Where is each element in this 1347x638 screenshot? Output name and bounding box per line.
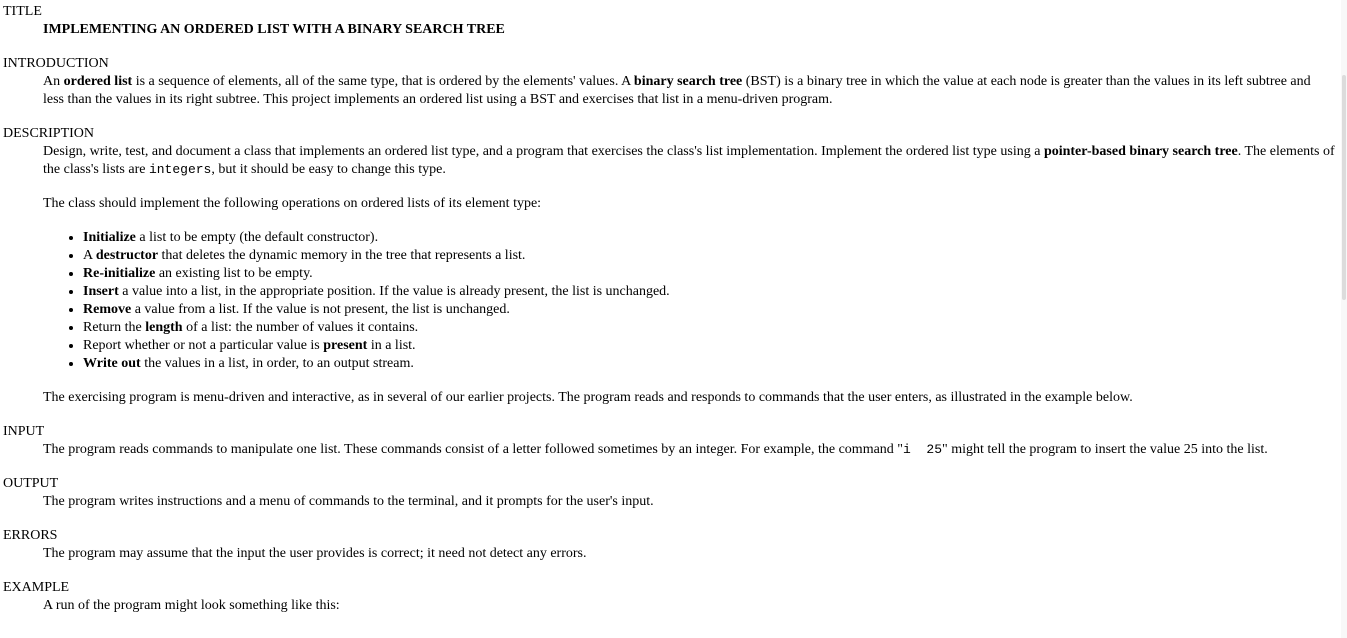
section-body-input	[43, 441, 1335, 459]
text-run: in a list.	[367, 338, 416, 353]
operation-term: Remove	[83, 302, 132, 317]
text-run: an existing list to be empty.	[155, 266, 313, 281]
code-integers: integers	[148, 162, 212, 177]
section-body-errors	[43, 545, 1335, 563]
operation-item-write-out	[83, 355, 1335, 373]
vertical-scrollbar[interactable]	[1341, 0, 1347, 638]
text-run: a value from a list. If the value is not present, the list is unchanged.	[131, 302, 510, 317]
text-run: , but it should be easy to change this type.	[211, 162, 446, 177]
operation-item-insert	[83, 283, 1335, 301]
section-heading-errors: ERRORS	[3, 528, 58, 543]
text-run: Report whether or not a particular value is	[83, 338, 324, 353]
term-binary-search-tree: binary search tree	[633, 74, 743, 89]
term-ordered-list: ordered list	[63, 74, 133, 89]
section-body-output	[43, 493, 1335, 511]
text-run: (BST) is a binary tree in which the value at each node is greater than the values in its left subtree and less than the values in its right subtree. This project implements an ordered list using a BST and exercises that list in a menu-driven program.	[43, 74, 1311, 107]
section-heading-title: TITLE	[3, 4, 42, 19]
description-paragraph-1	[43, 143, 1335, 179]
text-run: the values in a list, in order, to an output stream.	[140, 356, 414, 371]
section-body-title	[43, 21, 1335, 39]
text-run: a value into a list, in the appropriate position. If the value is already present, the list is unchanged.	[118, 284, 670, 299]
operations-list	[43, 229, 1335, 373]
term-pointer-based-bst: pointer-based binary search tree	[1043, 144, 1238, 159]
text-run: An	[43, 74, 64, 89]
text-run: of a list: the number of values it contains.	[182, 320, 419, 335]
text-run: A	[83, 248, 96, 263]
section-heading-introduction: INTRODUCTION	[3, 56, 109, 71]
operation-term: destructor	[95, 248, 159, 263]
document-title: IMPLEMENTING AN ORDERED LIST WITH A BINARY SEARCH TREE	[43, 22, 505, 37]
introduction-paragraph	[43, 73, 1335, 109]
text-run: Return the	[83, 320, 146, 335]
text-run: Design, write, test, and document a class that implements an ordered list type, and a program that exercises the class's list implementation. Implement the ordered list type using a	[43, 144, 1044, 159]
operation-item-present	[83, 337, 1335, 355]
section-heading-example: EXAMPLE	[3, 580, 70, 595]
operation-term: Insert	[83, 284, 119, 299]
operation-term: Write out	[83, 356, 141, 371]
operation-item-remove	[83, 301, 1335, 319]
text-run: The program reads commands to manipulate one list. These commands consist of a letter followed sometimes by an integer. For example, the command "	[43, 442, 904, 457]
section-body-example	[43, 597, 1335, 615]
operation-term: Re-initialize	[83, 266, 156, 281]
section-heading-input: INPUT	[3, 424, 45, 439]
operation-term: Initialize	[83, 230, 136, 245]
errors-paragraph: The program may assume that the input the user provides is correct; it need not detect any errors.	[43, 546, 587, 561]
description-paragraph-2: The class should implement the following operations on ordered lists of its element type:	[43, 196, 542, 211]
operation-item-initialize	[83, 229, 1335, 247]
text-run: that deletes the dynamic memory in the tree that represents a list.	[158, 248, 526, 263]
description-paragraph-3: The exercising program is menu-driven and interactive, as in several of our earlier projects. The program reads and responds to commands that the user enters, as illustrated in the example below.	[43, 390, 1133, 405]
section-heading-output: OUTPUT	[3, 476, 59, 491]
input-paragraph	[43, 441, 1335, 459]
text-run: . The elements of the class's lists are	[43, 144, 1335, 177]
operation-item-destructor	[83, 247, 1335, 265]
text-run: a list to be empty (the default constructor).	[135, 230, 379, 245]
scrollbar-thumb[interactable]	[1342, 75, 1346, 300]
operation-item-length	[83, 319, 1335, 337]
section-body-description	[43, 143, 1335, 407]
code-command-example: i 25	[903, 442, 943, 457]
text-run: " might tell the program to insert the value 25 into the list.	[942, 442, 1268, 457]
text-run: is a sequence of elements, all of the same type, that is ordered by the elements' values. A	[132, 74, 634, 89]
section-list	[3, 3, 1341, 615]
section-heading-description: DESCRIPTION	[3, 126, 95, 141]
example-paragraph: A run of the program might look something like this:	[43, 598, 340, 613]
operation-term: length	[145, 320, 183, 335]
output-paragraph: The program writes instructions and a menu of commands to the terminal, and it prompts for the user's input.	[43, 494, 654, 509]
section-body-introduction	[43, 73, 1335, 109]
operation-item-reinitialize	[83, 265, 1335, 283]
operation-term: present	[323, 338, 368, 353]
